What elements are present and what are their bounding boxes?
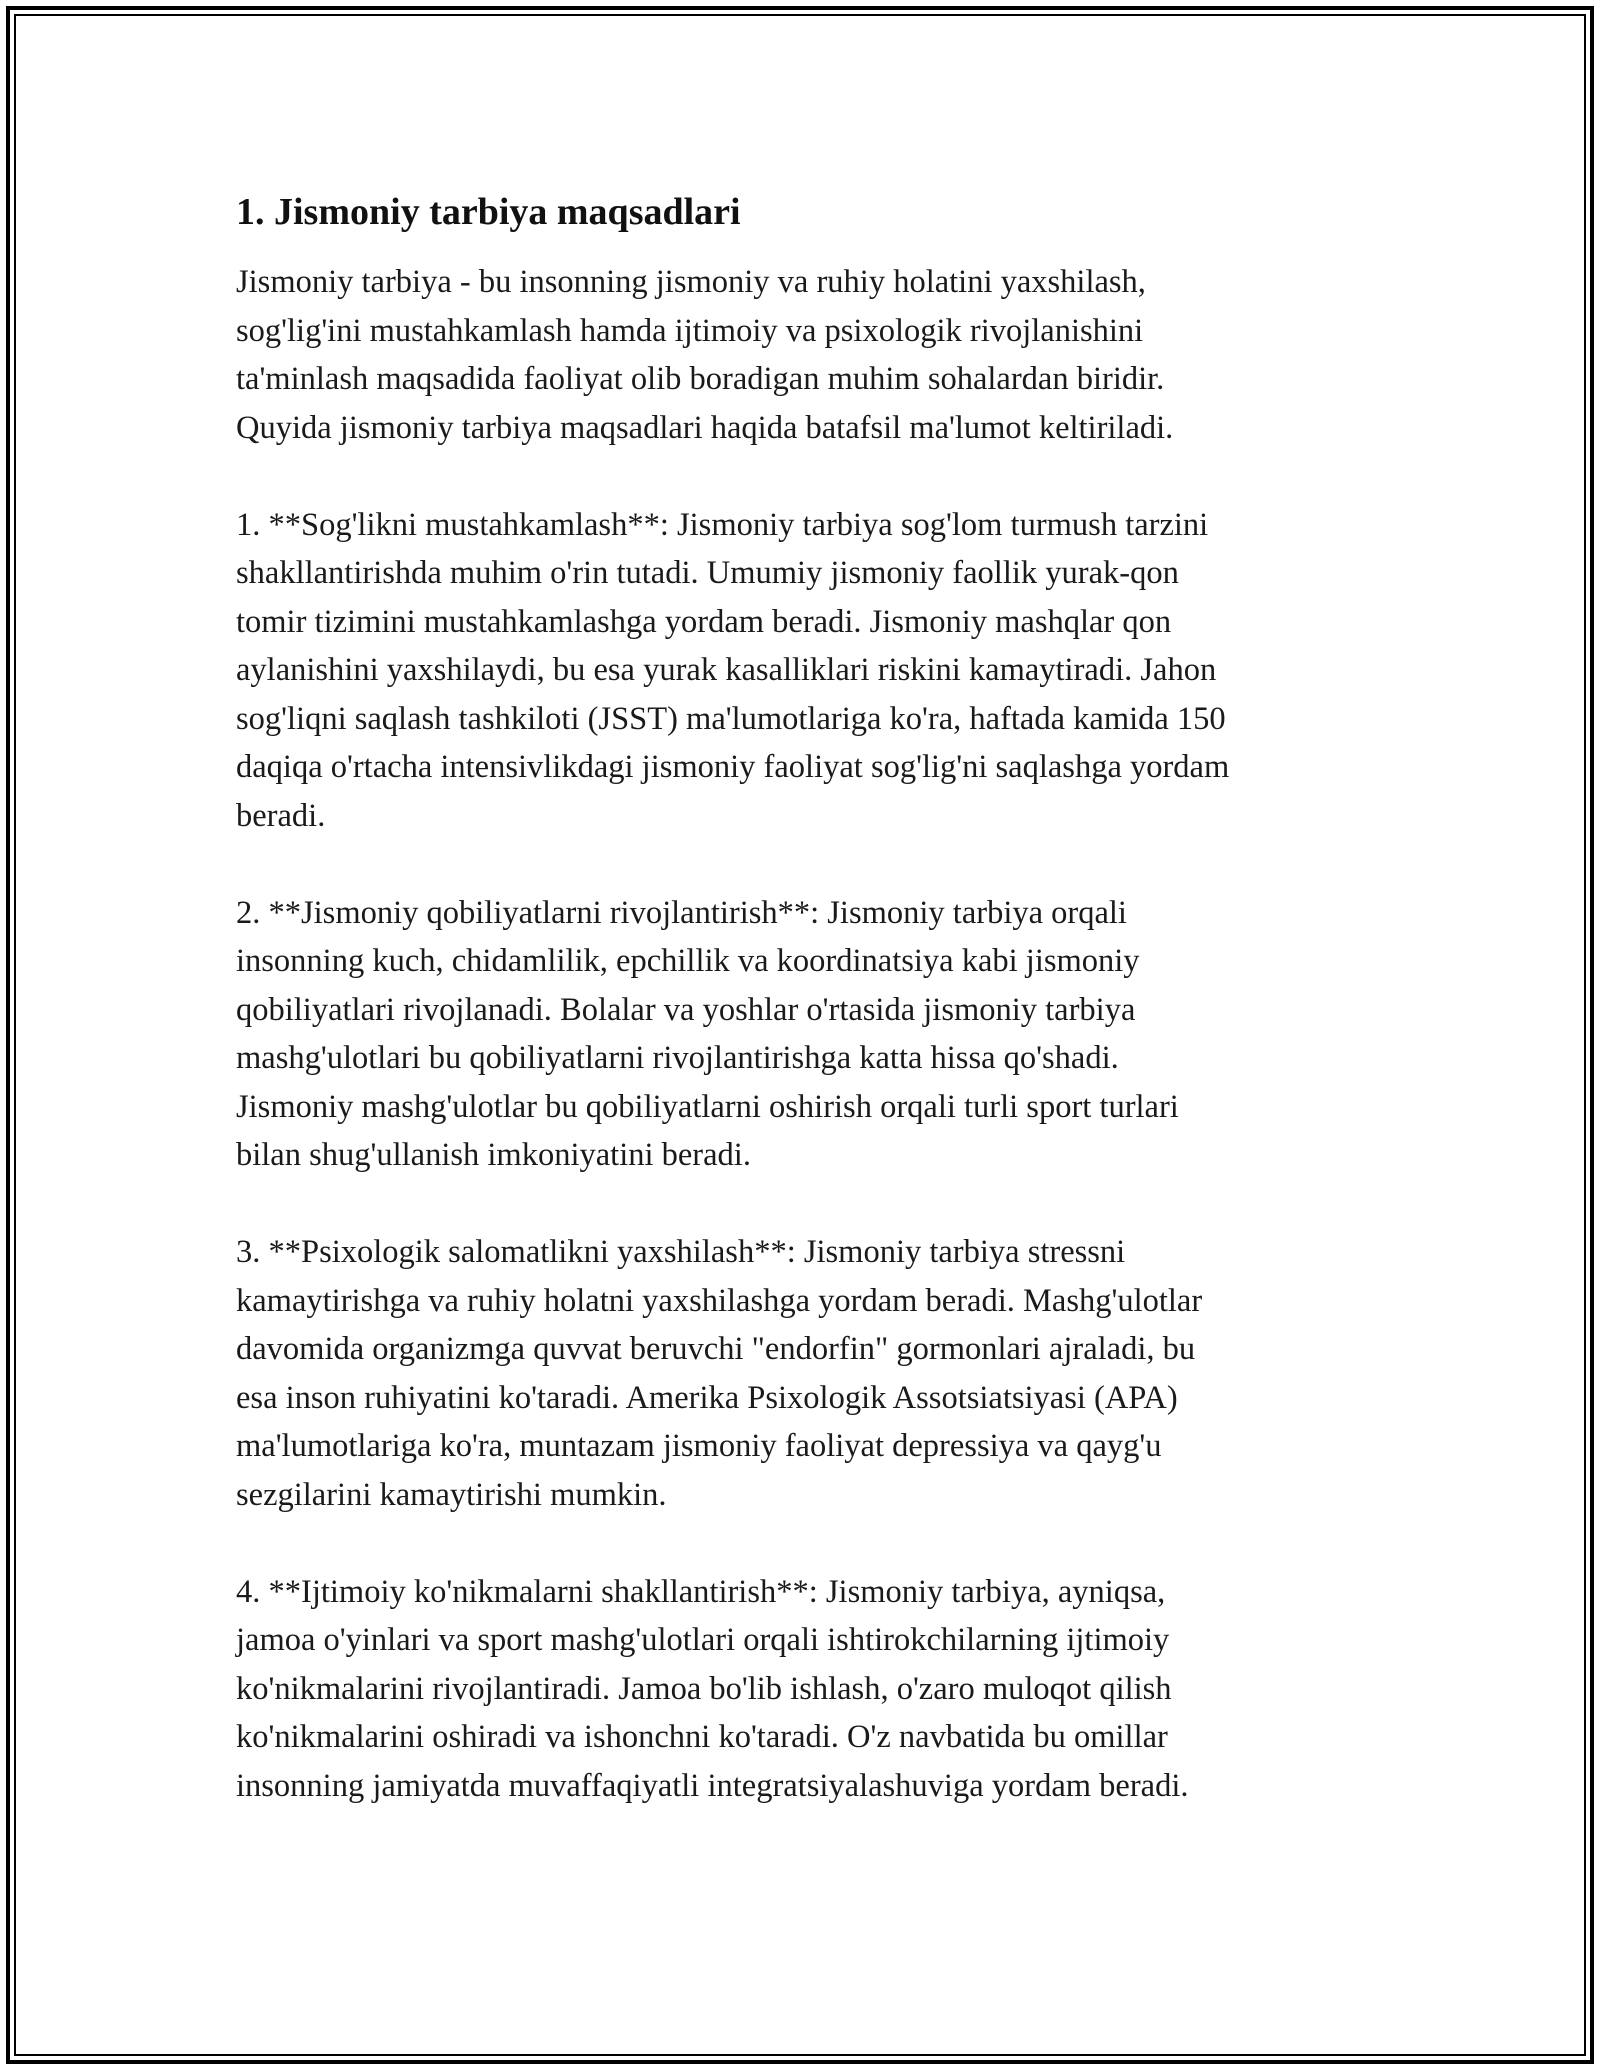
paragraph-line: Jismoniy tarbiya - bu insonning jismoniy va ruhiy holatini yaxshilash, [236,264,1146,300]
paragraph-line: esa inson ruhiyatini ko'taradi. Amerika Psixologik Assotsiatsiyasi (APA) [236,1379,1178,1416]
paragraph-line: davomida organizmga quvvat beruvchi "endorfin" gormonlari ajraladi, bu [236,1331,1196,1367]
paragraph-line: beradi. [236,797,326,834]
paragraph-line: ko'nikmalarini oshiradi va ishonchni ko'taradi. O'z navbatida bu omillar [236,1719,1168,1755]
paragraph-line: 4. **Ijtimoiy ko'nikmalarni shakllantirish**: Jismoniy tarbiya, ayniqsa, [236,1573,1166,1610]
paragraph-line: sog'liqni saqlash tashkiloti (JSST) ma'lumotlariga ko'ra, haftada kamida 150 [236,700,1226,737]
paragraph-line: shakllantirishda muhim o'rin tutadi. Umumiy jismoniy faollik yurak-qon [236,555,1179,591]
document-body [236,188,1376,1859]
section-2-paragraph [236,889,1376,1180]
paragraph-line: bilan shug'ullanish imkoniyatini beradi. [236,1137,751,1173]
paragraph-line: daqiqa o'rtacha intensivlikdagi jismoniy faoliyat sog'lig'ni saqlashga yordam [236,749,1230,785]
paragraph-line: mashg'ulotlari bu qobiliyatlarni rivojlantirishga katta hissa qo'shadi. [236,1040,1119,1076]
intro-paragraph [236,258,1376,452]
paragraph-line: ma'lumotlariga ko'ra, muntazam jismoniy faoliyat depressiya va qayg'u [236,1428,1162,1464]
paragraph-line: aylanishini yaxshilaydi, bu esa yurak kasalliklari riskini kamaytiradi. Jahon [236,652,1217,688]
paragraph-line: 2. **Jismoniy qobiliyatlarni rivojlantirish**: Jismoniy tarbiya orqali [236,894,1127,931]
paragraph-line: qobiliyatlari rivojlanadi. Bolalar va yoshlar o'rtasida jismoniy tarbiya [236,991,1136,1028]
paragraph-line: jamoa o'yinlari va sport mashg'ulotlari orqali ishtirokchilarning ijtimoiy [236,1622,1170,1658]
paragraph-line: ko'nikmalarini rivojlantiradi. Jamoa bo'lib ishlash, o'zaro muloqot qilish [236,1670,1172,1707]
paragraph-line: ta'minlash maqsadida faoliyat olib boradigan muhim sohalardan biridir. [236,361,1165,397]
paragraph-line: 1. **Sog'likni mustahkamlash**: Jismoniy tarbiya sog'lom turmush tarzini [236,506,1209,543]
paragraph-line: Quyida jismoniy tarbiya maqsadlari haqida batafsil ma'lumot keltiriladi. [236,409,1174,446]
section-3-paragraph [236,1228,1376,1519]
section-4-paragraph [236,1568,1376,1811]
paragraph-line: insonning jamiyatda muvaffaqiyatli integratsiyalashuviga yordam beradi. [236,1767,1189,1804]
paragraph-line: insonning kuch, chidamlilik, epchillik va koordinatsiya kabi jismoniy [236,943,1140,979]
document-title: 1. Jismoniy tarbiya maqsadlari [236,191,741,233]
paragraph-line: 3. **Psixologik salomatlikni yaxshilash**: Jismoniy tarbiya stressni [236,1234,1126,1270]
paragraph-line: sog'lig'ini mustahkamlash hamda ijtimoiy va psixologik rivojlanishini [236,312,1144,349]
paragraph-line: Jismoniy mashg'ulotlar bu qobiliyatlarni oshirish orqali turli sport turlari [236,1088,1179,1125]
paragraph-line: tomir tizimini mustahkamlashga yordam beradi. Jismoniy mashqlar qon [236,603,1172,640]
paragraph-line: sezgilarini kamaytirishi mumkin. [236,1476,667,1513]
section-1-paragraph [236,501,1376,841]
paragraph-line: kamaytirishga va ruhiy holatni yaxshilashga yordam beradi. Mashg'ulotlar [236,1282,1203,1319]
